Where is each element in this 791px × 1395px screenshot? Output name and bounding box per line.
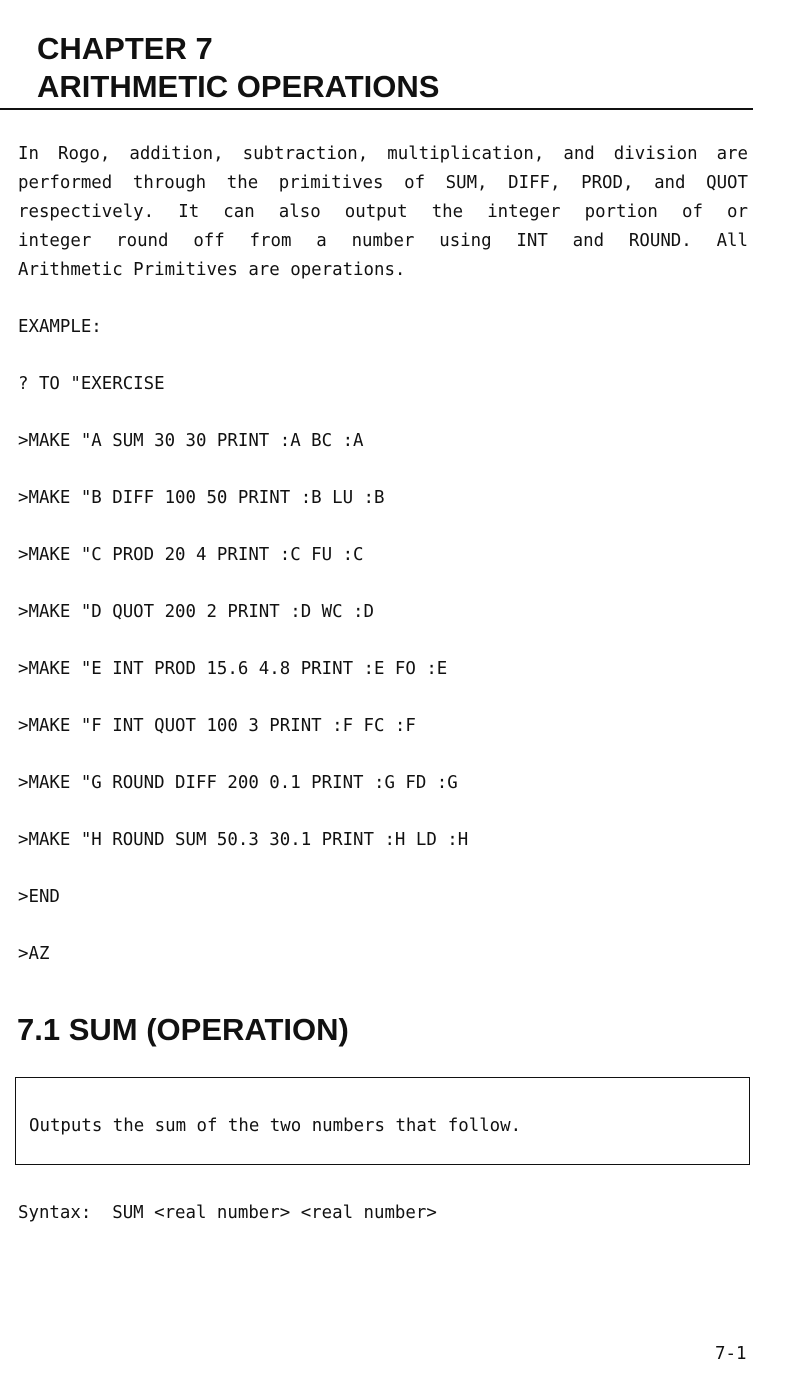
code-line: >AZ [18,944,50,964]
description-text: Outputs the sum of the two numbers that follow. [29,1116,522,1136]
code-line: >MAKE "C PROD 20 4 PRINT :C FU :C [18,545,364,565]
description-box [15,1077,750,1165]
intro-line: Arithmetic Primitives are operations. [18,260,406,280]
chapter-number: CHAPTER 7 [37,31,213,66]
intro-line: respectively. It can also output the integer portion of or [18,202,748,222]
chapter-title: ARITHMETIC OPERATIONS [37,69,440,104]
code-line: >MAKE "E INT PROD 15.6 4.8 PRINT :E FO :E [18,659,448,679]
intro-line: performed through the primitives of SUM, DIFF, PROD, and QUOT [18,173,748,193]
code-line: >MAKE "A SUM 30 30 PRINT :A BC :A [18,431,364,451]
syntax-line: Syntax: SUM <real number> <real number> [18,1203,437,1223]
chapter-heading [37,30,439,106]
code-line: ? TO "EXERCISE [18,374,165,394]
code-line: >MAKE "H ROUND SUM 50.3 30.1 PRINT :H LD :H [18,830,469,850]
code-line: >MAKE "D QUOT 200 2 PRINT :D WC :D [18,602,374,622]
code-line: >MAKE "B DIFF 100 50 PRINT :B LU :B [18,488,385,508]
example-label: EXAMPLE: [18,317,102,337]
code-line: >END [18,887,60,907]
section-title: 7.1 SUM (OPERATION) [17,1012,349,1047]
page-number: 7-1 [715,1344,747,1364]
intro-line: integer round off from a number using INT and ROUND. All [18,231,748,251]
code-line: >MAKE "F INT QUOT 100 3 PRINT :F FC :F [18,716,416,736]
intro-line: In Rogo, addition, subtraction, multiplication, and division are [18,144,748,164]
heading-rule [0,108,753,110]
intro-paragraph [18,140,748,285]
code-line: >MAKE "G ROUND DIFF 200 0.1 PRINT :G FD :G [18,773,458,793]
